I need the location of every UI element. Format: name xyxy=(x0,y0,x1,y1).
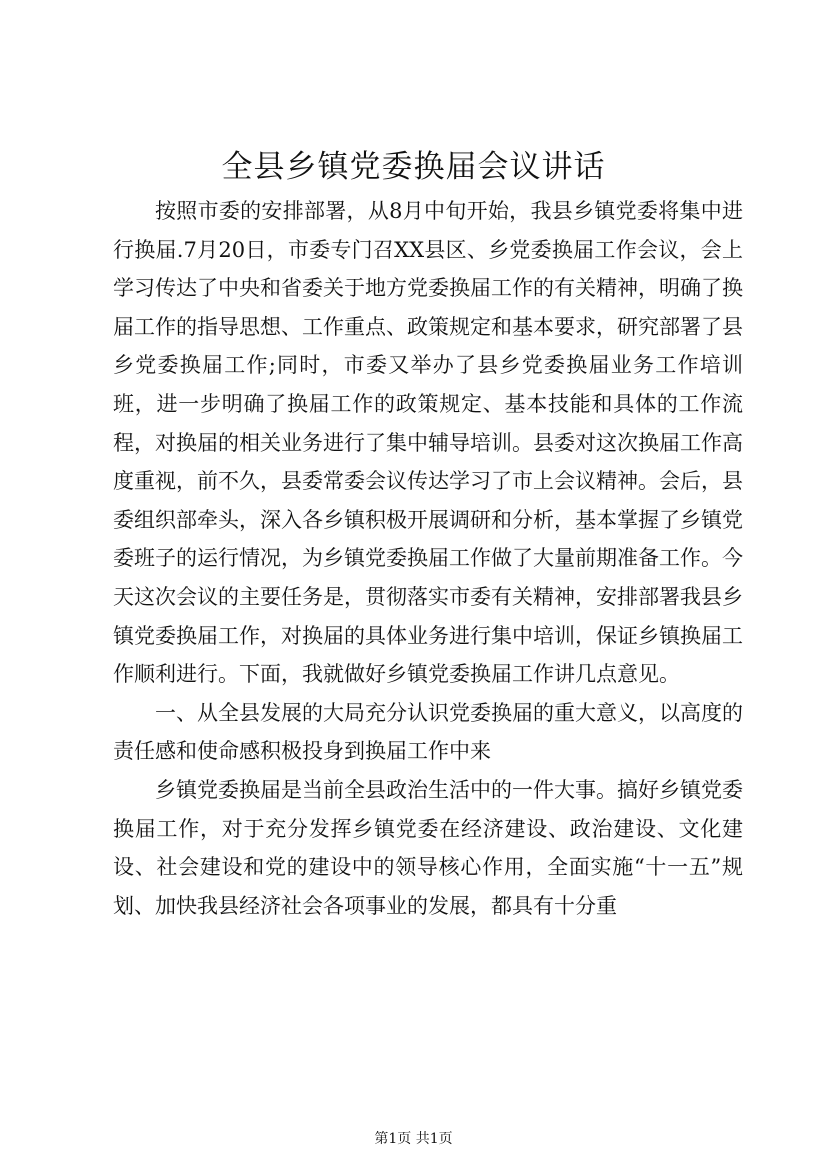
page-footer: 第1页 共1页 xyxy=(374,1131,453,1147)
paragraph-intro: 按照市委的安排部署，从8月中旬开始，我县乡镇党委将集中进行换届.7月20日，市委专门召XX县区、乡党委换届工作会议，会上学习传达了中央和省委关于地方党委换届工作的有关精神，明确了换届工作的指导思想、工作重点、政策规定和基本要求，研究部署了县乡党委换届工作;同时，市委又举办了县乡党委换届业务工作培训班，进一步明确了换届工作的政策规定、基本技能和具体的工作流程，对换届的相关业务进行了集中辅导培训。县委对这次换届工作高度重视，前不久，县委常委会议传达学习了市上会议精神。会后，县委组织部牵头，深入各乡镇积极开展调研和分析，基本掌握了乡镇党委班子的运行情况，为乡镇党委换届工作做了大量前期准备工作。今天这次会议的主要任务是，贯彻落实市委有关精神，安排部署我县乡镇党委换届工作，对换届的具体业务进行集中培训，保证乡镇换届工作顺利进行。下面，我就做好乡镇党委换届工作讲几点意见。 xyxy=(113,199,743,687)
paragraph-section-body: 乡镇党委换届是当前全县政治生活中的一件大事。搞好乡镇党委换届工作，对于充分发挥乡镇党委在经济建设、政治建设、文化建设、社会建设和党的建设中的领导核心作用，全面实施“十一五”规划、加快我县经济社会各项事业的发展，都具有十分重 xyxy=(113,777,743,918)
document-body xyxy=(113,192,743,925)
paragraph-section-heading: 一、从全县发展的大局充分认识党委换届的重大意义，以高度的责任感和使命感积极投身到换届工作中来 xyxy=(113,700,743,764)
document-title: 全县乡镇党委换届会议讲话 xyxy=(221,149,606,185)
